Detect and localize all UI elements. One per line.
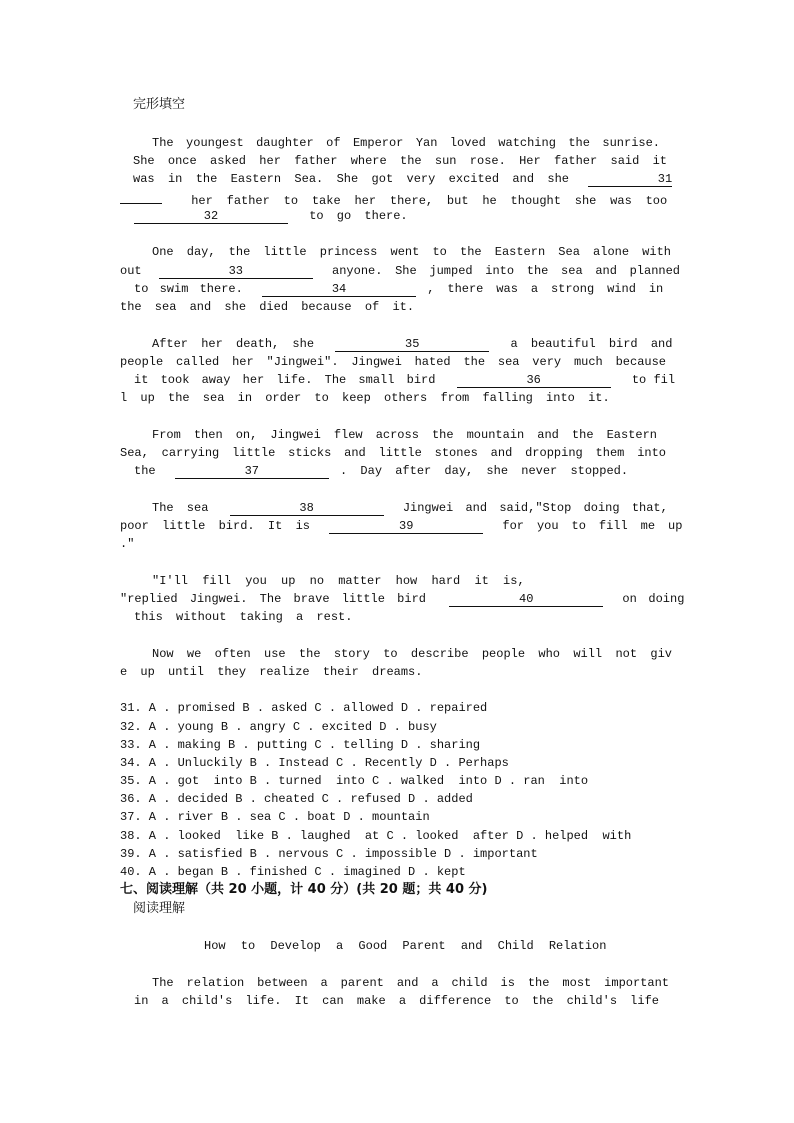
blank-33[interactable]: 33 [159, 264, 313, 279]
p6-line-2: "replied Jingwei. The brave little bird 40 on doing [120, 592, 685, 606]
blank-40[interactable]: 40 [449, 592, 603, 607]
p6-line-1: "I'll fill you up no matter how hard it is, [152, 574, 525, 588]
p1-line-5: 32 to go there. [134, 207, 688, 225]
blank-38[interactable]: 38 [230, 501, 384, 516]
p1-line-2: She once asked her father where the sun rose. Her father said it [133, 154, 667, 168]
p3-line-4: l up the sea in order to keep others from falling into it. [120, 391, 610, 405]
option-31: 31. A . promised B . asked C . allowed D . repaired [120, 701, 488, 715]
p2-line-1: One day, the little princess went to the Eastern Sea alone with [152, 245, 671, 259]
p4-line-3: the 37 . Day after day, she never stopped. [134, 464, 629, 478]
option-39: 39. A . satisfied B . nervous C . impossible D . important [120, 847, 538, 861]
p3-line-1: After her death, she 35 a beautiful bird and [152, 337, 673, 351]
p2-line-2: out 33 anyone. She jumped into the sea and planned [120, 264, 681, 278]
p5-line-2: poor little bird. It is 39 for you to fill me up [120, 519, 683, 533]
option-36: 36. A . decided B . cheated C . refused D . added [120, 792, 473, 806]
section-7-header: 七、阅读理解（共 20 小题，计 40 分）(共 20 题；共 40 分) [120, 882, 488, 897]
p5-line-3: ." [120, 537, 135, 551]
p3-line-2: people called her "Jingwei". Jingwei hated the sea very much because [120, 355, 666, 369]
option-37: 37. A . river B . sea C . boat D . mountain [120, 810, 430, 824]
p4-line-1: From then on, Jingwei flew across the mountain and the Eastern [152, 428, 657, 442]
article-title: How to Develop a Good Parent and Child Relation [204, 939, 607, 953]
p6-line-3: this without taking a rest. [134, 610, 353, 624]
p5-line-1: The sea 38 Jingwei and said,"Stop doing that, [152, 501, 668, 515]
blank-31-cont [120, 189, 162, 204]
p7-line-1: Now we often use the story to describe people who will not giv [152, 647, 672, 661]
p3-line-3: it took away her life. The small bird 36 to fil [134, 373, 676, 387]
article-line-1: The relation between a parent and a child is the most important [152, 976, 669, 990]
option-34: 34. A . Unluckily B . Instead C . Recently D . Perhaps [120, 756, 509, 770]
p4-line-2: Sea, carrying little sticks and little stones and dropping them into [120, 446, 666, 460]
option-38: 38. A . looked like B . laughed at C . looked after D . helped with [120, 829, 632, 843]
option-32: 32. A . young B . angry C . excited D . busy [120, 720, 437, 734]
p2-line-3: to swim there. 34 , there was a strong wind in [134, 282, 664, 296]
reading-title: 阅读理解 [133, 901, 186, 916]
p2-line-4: the sea and she died because of it. [120, 300, 415, 314]
blank-34[interactable]: 34 [262, 282, 416, 297]
blank-39[interactable]: 39 [329, 519, 483, 534]
blank-35[interactable]: 35 [335, 337, 489, 352]
p7-line-2: e up until they realize their dreams. [120, 665, 423, 679]
blank-36[interactable]: 36 [457, 373, 611, 388]
option-33: 33. A . making B . putting C . telling D . sharing [120, 738, 481, 752]
option-40: 40. A . began B . finished C . imagined D . kept [120, 865, 466, 879]
section-title: 完形填空 [133, 97, 186, 112]
blank-31[interactable]: 31 [588, 172, 672, 187]
article-line-2: in a child's life. It can make a difference to the child's life [134, 994, 659, 1008]
blank-32[interactable]: 32 [134, 209, 288, 224]
p1-line-4: her father to take her there, but he thought she was too [120, 189, 674, 207]
p1-line-1: The youngest daughter of Emperor Yan loved watching the sunrise. [152, 136, 660, 150]
option-35: 35. A . got into B . turned into C . walked into D . ran into [120, 774, 589, 788]
p1-line-3: was in the Eastern Sea. She got very excited and she 31 [133, 172, 673, 186]
blank-37[interactable]: 37 [175, 464, 329, 479]
